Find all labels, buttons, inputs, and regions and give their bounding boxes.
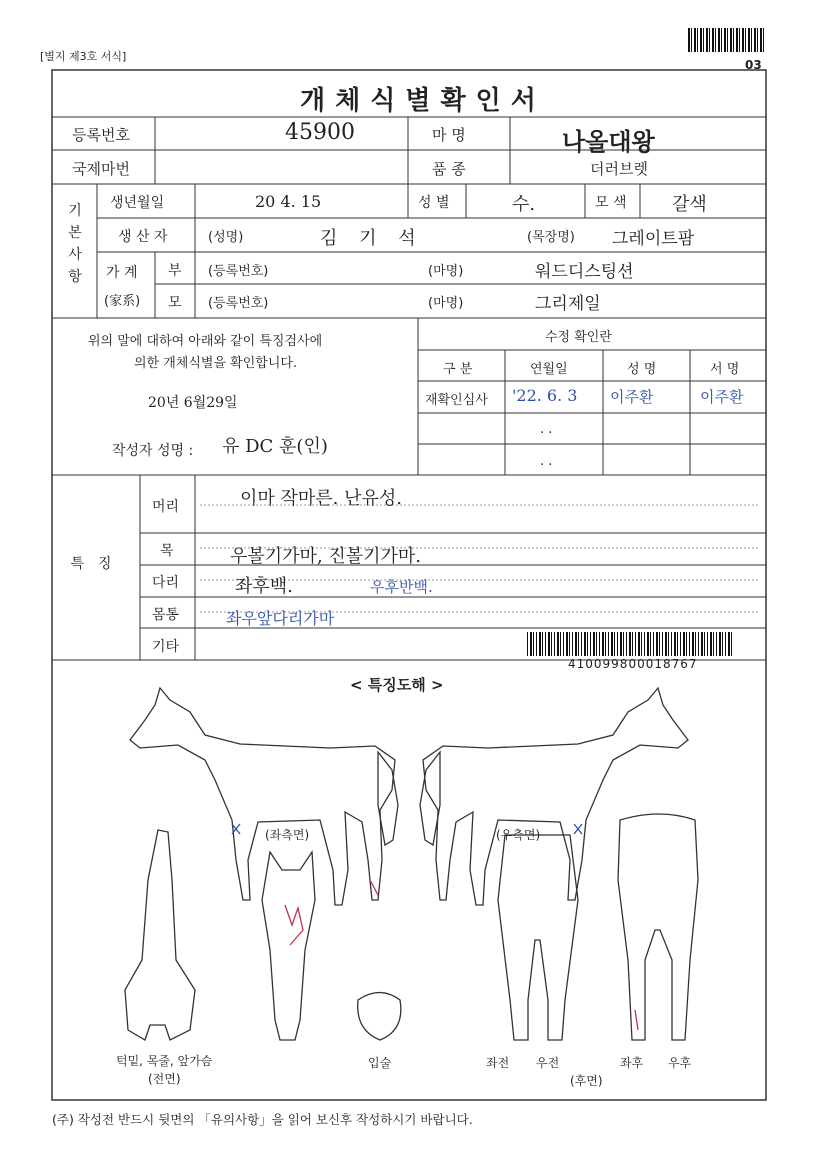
- reg-value: 45900: [285, 120, 355, 145]
- author-signature: 유 DC 훈(인): [222, 436, 328, 457]
- sire-reg-label: (등록번호): [208, 264, 269, 279]
- footer-note: (주) 작성전 반드시 뒷면의 「유의사항」을 읽어 보신후 작성하시기 바랍니다.: [52, 1112, 473, 1127]
- revision-header-sign: 서 명: [710, 362, 740, 377]
- family-hanja: (家系): [104, 294, 141, 309]
- basic-side-label: 기 본 사 항: [68, 203, 82, 285]
- neck-label: 목: [160, 543, 174, 559]
- revision-row-date: . .: [540, 454, 553, 469]
- revision-header-name: 성 명: [627, 362, 657, 377]
- horse-diagrams: [125, 688, 698, 1040]
- confirm-date: 20년 6월29일: [148, 395, 238, 411]
- right-side-label: (우측면): [496, 828, 541, 842]
- barcode-number: 410099800018767: [568, 657, 698, 671]
- barcode: [527, 632, 732, 656]
- color-value: 갈색: [672, 194, 707, 215]
- document-title: 개체식별확인서: [300, 86, 546, 116]
- front-right-label: 우전: [536, 1056, 560, 1070]
- body-label: 몸통: [152, 607, 180, 623]
- page-number: 03: [745, 58, 762, 72]
- sire-name-label: (마명): [428, 264, 464, 279]
- sire-name: 워드디스팅션: [535, 262, 634, 282]
- form-number: [별지 제3호 서식]: [40, 50, 127, 63]
- leg-value-2: 우후반백.: [370, 578, 433, 596]
- horse-name-label: 마 명: [432, 126, 466, 144]
- revision-row-date: '22. 6. 3: [512, 386, 578, 405]
- front-left-label: 좌전: [486, 1056, 510, 1070]
- rear-caption: (후면): [570, 1074, 603, 1088]
- reg-label: 등록번호: [72, 126, 130, 144]
- horse-name-value: 나올대왕: [562, 127, 655, 156]
- breed-label: 품 종: [432, 160, 466, 178]
- family-label: 가 계: [106, 265, 138, 281]
- revision-row-name: 이주환: [610, 388, 654, 406]
- lips-label: 입술: [368, 1056, 392, 1070]
- revision-header-date: 연월일: [530, 362, 568, 377]
- intl-no-label: 국제마번: [72, 160, 130, 178]
- dam-label: 모: [168, 295, 182, 311]
- etc-label: 기타: [152, 639, 180, 655]
- hind-left-label: 좌후: [620, 1056, 644, 1070]
- revision-title: 수정 확인란: [545, 330, 612, 345]
- body-value: 좌우앞다리가마: [226, 609, 335, 628]
- features-side-label: 특징: [70, 556, 126, 572]
- diagram-title: < 특징도해 >: [350, 676, 444, 694]
- breed-value: 더러브렛: [590, 160, 648, 178]
- dam-name: 그리제일: [535, 294, 601, 314]
- birth-label: 생년월일: [110, 195, 165, 211]
- head-value: 이마 작마른. 난유성.: [240, 488, 402, 509]
- revision-row-kind: 재확인심사: [425, 393, 488, 408]
- sex-label: 성 별: [418, 195, 450, 211]
- leg-value: 좌후백.: [235, 576, 293, 597]
- revision-header-kind: 구 분: [443, 362, 473, 377]
- front-caption-2: (전면): [148, 1072, 181, 1086]
- confirm-text-2: 의한 개체식별을 확인합니다.: [134, 356, 298, 371]
- head-label: 머리: [152, 499, 180, 515]
- neck-value: 우볼기가마, 진볼기가마.: [230, 546, 422, 567]
- revision-row-date: . .: [540, 422, 553, 437]
- color-label: 모 색: [595, 195, 627, 211]
- dam-name-label: (마명): [428, 296, 464, 311]
- confirm-text-1: 위의 말에 대하여 아래와 같이 특징검사에: [88, 334, 323, 349]
- hind-right-label: 우후: [668, 1056, 692, 1070]
- revision-row-sign: 이주환: [700, 388, 744, 406]
- sire-label: 부: [168, 263, 182, 279]
- producer-name-label: (성명): [208, 230, 244, 245]
- leg-label: 다리: [152, 575, 180, 591]
- farm-label: (목장명): [527, 230, 575, 245]
- front-caption: 턱밑, 목줄, 앞가슴: [116, 1054, 213, 1068]
- left-side-label: (좌측면): [265, 828, 310, 842]
- producer-name: 김 기 석: [320, 228, 424, 249]
- author-label: 작성자 성명 :: [112, 443, 194, 459]
- producer-label: 생 산 자: [118, 229, 168, 245]
- dam-reg-label: (등록번호): [208, 296, 269, 311]
- sex-value: 수.: [512, 194, 536, 215]
- farm-value: 그레이트팜: [612, 229, 695, 249]
- birth-value: 20 4. 15: [255, 192, 322, 211]
